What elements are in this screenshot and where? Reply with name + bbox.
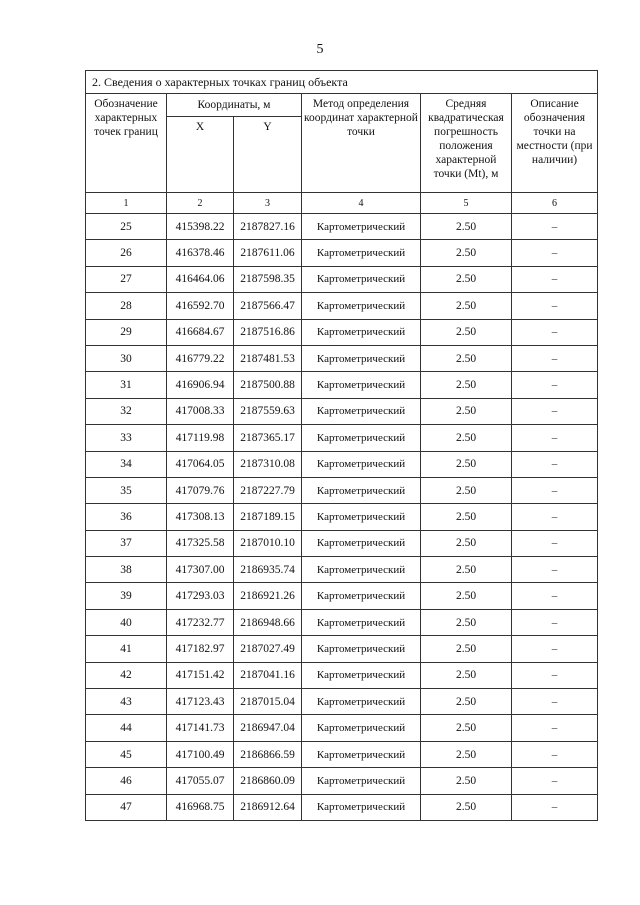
y-coordinate-cell: 2186912.64 bbox=[234, 794, 302, 820]
y-coordinate-cell: 2187041.16 bbox=[234, 662, 302, 688]
header-method: Метод определения координат характерной точки bbox=[302, 94, 421, 193]
x-coordinate-cell: 417308.13 bbox=[167, 504, 234, 530]
y-coordinate-cell: 2187827.16 bbox=[234, 214, 302, 240]
method-cell: Картометрический bbox=[302, 319, 421, 345]
header-x: X bbox=[167, 117, 234, 193]
accuracy-cell: 2.50 bbox=[421, 266, 512, 292]
header-y: Y bbox=[234, 117, 302, 193]
table-row bbox=[86, 557, 598, 583]
x-coordinate-cell: 416684.67 bbox=[167, 319, 234, 345]
description-cell: – bbox=[512, 504, 598, 530]
description-cell: – bbox=[512, 741, 598, 767]
table-row bbox=[86, 398, 598, 424]
method-cell: Картометрический bbox=[302, 477, 421, 503]
table-row bbox=[86, 451, 598, 477]
method-cell: Картометрический bbox=[302, 662, 421, 688]
accuracy-cell: 2.50 bbox=[421, 398, 512, 424]
column-number: 1 bbox=[86, 193, 167, 214]
table-row bbox=[86, 636, 598, 662]
description-cell: – bbox=[512, 583, 598, 609]
description-cell: – bbox=[512, 451, 598, 477]
y-coordinate-cell: 2187010.10 bbox=[234, 530, 302, 556]
column-number: 5 bbox=[421, 193, 512, 214]
point-number-cell: 36 bbox=[86, 504, 167, 530]
accuracy-cell: 2.50 bbox=[421, 768, 512, 794]
accuracy-cell: 2.50 bbox=[421, 636, 512, 662]
point-number-cell: 25 bbox=[86, 214, 167, 240]
description-cell: – bbox=[512, 636, 598, 662]
section-title: 2. Сведения о характерных точках границ объекта bbox=[86, 71, 598, 94]
point-number-cell: 30 bbox=[86, 345, 167, 371]
x-coordinate-cell: 417293.03 bbox=[167, 583, 234, 609]
method-cell: Картометрический bbox=[302, 715, 421, 741]
x-coordinate-cell: 415398.22 bbox=[167, 214, 234, 240]
x-coordinate-cell: 416592.70 bbox=[167, 293, 234, 319]
accuracy-cell: 2.50 bbox=[421, 214, 512, 240]
point-number-cell: 33 bbox=[86, 425, 167, 451]
description-cell: – bbox=[512, 293, 598, 319]
method-cell: Картометрический bbox=[302, 214, 421, 240]
y-coordinate-cell: 2186947.04 bbox=[234, 715, 302, 741]
table-row bbox=[86, 741, 598, 767]
description-cell: – bbox=[512, 794, 598, 820]
accuracy-cell: 2.50 bbox=[421, 293, 512, 319]
table-row bbox=[86, 319, 598, 345]
point-number-cell: 44 bbox=[86, 715, 167, 741]
method-cell: Картометрический bbox=[302, 240, 421, 266]
description-cell: – bbox=[512, 530, 598, 556]
table-row bbox=[86, 794, 598, 820]
page-number: 5 bbox=[316, 42, 324, 57]
accuracy-cell: 2.50 bbox=[421, 715, 512, 741]
method-cell: Картометрический bbox=[302, 583, 421, 609]
method-cell: Картометрический bbox=[302, 530, 421, 556]
accuracy-cell: 2.50 bbox=[421, 240, 512, 266]
column-number: 6 bbox=[512, 193, 598, 214]
description-cell: – bbox=[512, 557, 598, 583]
table-row bbox=[86, 689, 598, 715]
y-coordinate-cell: 2187227.79 bbox=[234, 477, 302, 503]
x-coordinate-cell: 417119.98 bbox=[167, 425, 234, 451]
method-cell: Картометрический bbox=[302, 636, 421, 662]
point-number-cell: 34 bbox=[86, 451, 167, 477]
point-number-cell: 39 bbox=[86, 583, 167, 609]
point-number-cell: 40 bbox=[86, 609, 167, 635]
y-coordinate-cell: 2187611.06 bbox=[234, 240, 302, 266]
method-cell: Картометрический bbox=[302, 741, 421, 767]
y-coordinate-cell: 2186935.74 bbox=[234, 557, 302, 583]
accuracy-cell: 2.50 bbox=[421, 689, 512, 715]
x-coordinate-cell: 417123.43 bbox=[167, 689, 234, 715]
header-coordinates: Координаты, м bbox=[167, 94, 302, 117]
y-coordinate-cell: 2187310.08 bbox=[234, 451, 302, 477]
point-number-cell: 29 bbox=[86, 319, 167, 345]
accuracy-cell: 2.50 bbox=[421, 372, 512, 398]
x-coordinate-cell: 417064.05 bbox=[167, 451, 234, 477]
method-cell: Картометрический bbox=[302, 293, 421, 319]
table-row bbox=[86, 662, 598, 688]
accuracy-cell: 2.50 bbox=[421, 319, 512, 345]
accuracy-cell: 2.50 bbox=[421, 425, 512, 451]
x-coordinate-cell: 417325.58 bbox=[167, 530, 234, 556]
boundary-points-table bbox=[85, 70, 598, 821]
x-coordinate-cell: 417100.49 bbox=[167, 741, 234, 767]
method-cell: Картометрический bbox=[302, 609, 421, 635]
method-cell: Картометрический bbox=[302, 372, 421, 398]
accuracy-cell: 2.50 bbox=[421, 609, 512, 635]
header-accuracy: Средняя квадратическая погрешность положения характерной точки (Mt), м bbox=[421, 94, 512, 193]
x-coordinate-cell: 416464.06 bbox=[167, 266, 234, 292]
table-row bbox=[86, 477, 598, 503]
method-cell: Картометрический bbox=[302, 504, 421, 530]
y-coordinate-cell: 2187598.35 bbox=[234, 266, 302, 292]
point-number-cell: 32 bbox=[86, 398, 167, 424]
point-number-cell: 45 bbox=[86, 741, 167, 767]
point-number-cell: 42 bbox=[86, 662, 167, 688]
method-cell: Картометрический bbox=[302, 689, 421, 715]
y-coordinate-cell: 2186921.26 bbox=[234, 583, 302, 609]
description-cell: – bbox=[512, 768, 598, 794]
table-row bbox=[86, 293, 598, 319]
column-number: 4 bbox=[302, 193, 421, 214]
column-number-row bbox=[86, 193, 598, 214]
table-row bbox=[86, 240, 598, 266]
y-coordinate-cell: 2186860.09 bbox=[234, 768, 302, 794]
method-cell: Картометрический bbox=[302, 794, 421, 820]
method-cell: Картометрический bbox=[302, 557, 421, 583]
point-number-cell: 35 bbox=[86, 477, 167, 503]
x-coordinate-cell: 417232.77 bbox=[167, 609, 234, 635]
description-cell: – bbox=[512, 372, 598, 398]
method-cell: Картометрический bbox=[302, 345, 421, 371]
y-coordinate-cell: 2187481.53 bbox=[234, 345, 302, 371]
y-coordinate-cell: 2186866.59 bbox=[234, 741, 302, 767]
header-point: Обозначение характерных точек границ bbox=[86, 94, 167, 193]
x-coordinate-cell: 417008.33 bbox=[167, 398, 234, 424]
x-coordinate-cell: 417307.00 bbox=[167, 557, 234, 583]
table-row bbox=[86, 345, 598, 371]
x-coordinate-cell: 417141.73 bbox=[167, 715, 234, 741]
point-number-cell: 31 bbox=[86, 372, 167, 398]
point-number-cell: 27 bbox=[86, 266, 167, 292]
accuracy-cell: 2.50 bbox=[421, 662, 512, 688]
method-cell: Картометрический bbox=[302, 768, 421, 794]
accuracy-cell: 2.50 bbox=[421, 741, 512, 767]
table-row bbox=[86, 609, 598, 635]
description-cell: – bbox=[512, 715, 598, 741]
accuracy-cell: 2.50 bbox=[421, 530, 512, 556]
table-row bbox=[86, 372, 598, 398]
description-cell: – bbox=[512, 425, 598, 451]
y-coordinate-cell: 2187189.15 bbox=[234, 504, 302, 530]
description-cell: – bbox=[512, 662, 598, 688]
method-cell: Картометрический bbox=[302, 266, 421, 292]
point-number-cell: 46 bbox=[86, 768, 167, 794]
y-coordinate-cell: 2187559.63 bbox=[234, 398, 302, 424]
x-coordinate-cell: 417151.42 bbox=[167, 662, 234, 688]
point-number-cell: 47 bbox=[86, 794, 167, 820]
x-coordinate-cell: 416378.46 bbox=[167, 240, 234, 266]
x-coordinate-cell: 417079.76 bbox=[167, 477, 234, 503]
table-row bbox=[86, 768, 598, 794]
table-row bbox=[86, 715, 598, 741]
y-coordinate-cell: 2186948.66 bbox=[234, 609, 302, 635]
point-number-cell: 43 bbox=[86, 689, 167, 715]
column-number: 3 bbox=[234, 193, 302, 214]
description-cell: – bbox=[512, 266, 598, 292]
description-cell: – bbox=[512, 319, 598, 345]
table-row bbox=[86, 214, 598, 240]
accuracy-cell: 2.50 bbox=[421, 504, 512, 530]
table-row bbox=[86, 266, 598, 292]
accuracy-cell: 2.50 bbox=[421, 477, 512, 503]
table-row bbox=[86, 425, 598, 451]
table-row bbox=[86, 530, 598, 556]
table-row bbox=[86, 583, 598, 609]
x-coordinate-cell: 417182.97 bbox=[167, 636, 234, 662]
description-cell: – bbox=[512, 214, 598, 240]
x-coordinate-cell: 416779.22 bbox=[167, 345, 234, 371]
x-coordinate-cell: 417055.07 bbox=[167, 768, 234, 794]
accuracy-cell: 2.50 bbox=[421, 451, 512, 477]
description-cell: – bbox=[512, 398, 598, 424]
y-coordinate-cell: 2187365.17 bbox=[234, 425, 302, 451]
accuracy-cell: 2.50 bbox=[421, 345, 512, 371]
description-cell: – bbox=[512, 240, 598, 266]
x-coordinate-cell: 416968.75 bbox=[167, 794, 234, 820]
point-number-cell: 37 bbox=[86, 530, 167, 556]
description-cell: – bbox=[512, 609, 598, 635]
method-cell: Картометрический bbox=[302, 425, 421, 451]
point-number-cell: 38 bbox=[86, 557, 167, 583]
description-cell: – bbox=[512, 345, 598, 371]
header-description: Описание обозначения точки на местности (при наличии) bbox=[512, 94, 598, 193]
y-coordinate-cell: 2187027.49 bbox=[234, 636, 302, 662]
description-cell: – bbox=[512, 477, 598, 503]
accuracy-cell: 2.50 bbox=[421, 557, 512, 583]
table-row bbox=[86, 504, 598, 530]
table-body bbox=[86, 214, 598, 821]
accuracy-cell: 2.50 bbox=[421, 583, 512, 609]
y-coordinate-cell: 2187566.47 bbox=[234, 293, 302, 319]
x-coordinate-cell: 416906.94 bbox=[167, 372, 234, 398]
point-number-cell: 26 bbox=[86, 240, 167, 266]
description-cell: – bbox=[512, 689, 598, 715]
column-number: 2 bbox=[167, 193, 234, 214]
method-cell: Картометрический bbox=[302, 398, 421, 424]
y-coordinate-cell: 2187500.88 bbox=[234, 372, 302, 398]
method-cell: Картометрический bbox=[302, 451, 421, 477]
y-coordinate-cell: 2187516.86 bbox=[234, 319, 302, 345]
point-number-cell: 41 bbox=[86, 636, 167, 662]
point-number-cell: 28 bbox=[86, 293, 167, 319]
accuracy-cell: 2.50 bbox=[421, 794, 512, 820]
y-coordinate-cell: 2187015.04 bbox=[234, 689, 302, 715]
